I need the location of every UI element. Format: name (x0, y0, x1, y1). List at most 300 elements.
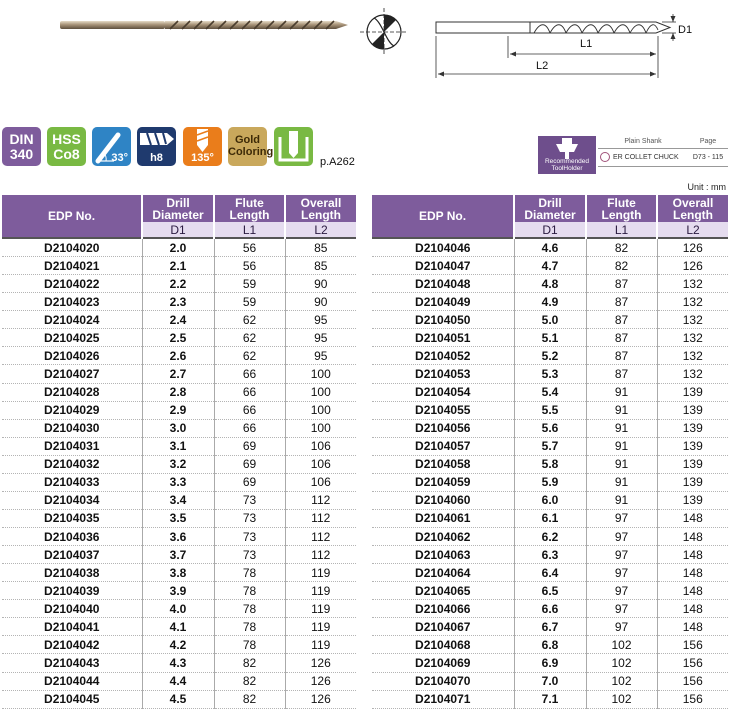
label-l2: L2 (536, 60, 549, 72)
edp-number-cell: D2104056 (372, 419, 514, 437)
table-row (372, 528, 728, 546)
flute-length-cell: 91 (586, 401, 657, 419)
header-edp: EDP No. (2, 195, 142, 238)
drill-diameter-cell: 6.4 (514, 564, 586, 582)
overall-length-cell: 148 (657, 509, 728, 527)
toolholder-col-shank: Plain Shank (598, 136, 688, 149)
edp-number-cell: D2104048 (372, 275, 514, 293)
overall-length-cell: 148 (657, 618, 728, 636)
header-flute-length (214, 195, 285, 222)
table-row (372, 419, 728, 437)
drill-diameter-cell: 2.9 (142, 401, 214, 419)
drill-diameter-cell: 3.1 (142, 437, 214, 455)
label-d1: D1 (678, 24, 693, 36)
flute-length-cell: 66 (214, 419, 285, 437)
edp-number-cell: D2104057 (372, 437, 514, 455)
drill-diameter-cell: 7.0 (514, 672, 586, 690)
table-row (372, 582, 728, 600)
drill-diameter-cell: 5.8 (514, 455, 586, 473)
header-l1: L1 (586, 222, 657, 238)
badge-gold-line2: Coloring (228, 146, 274, 158)
flute-length-cell: 91 (586, 437, 657, 455)
table-row (372, 564, 728, 582)
badge-point-angle-label: 135° (191, 152, 214, 164)
overall-length-cell: 106 (285, 455, 356, 473)
flute-length-cell: 66 (214, 383, 285, 401)
edp-number-cell: D2104064 (372, 564, 514, 582)
edp-number-cell: D2104069 (372, 654, 514, 672)
drill-diameter-cell: 2.7 (142, 365, 214, 383)
edp-number-cell: D2104023 (2, 293, 142, 311)
toolholder-shank-text: ER COLLET CHUCK (613, 154, 679, 161)
edp-number-cell: D2104032 (2, 455, 142, 473)
overall-length-cell: 119 (285, 618, 356, 636)
table-row (372, 636, 728, 654)
flute-length-cell: 102 (586, 636, 657, 654)
edp-number-cell: D2104025 (2, 329, 142, 347)
flute-length-cell: 97 (586, 528, 657, 546)
edp-number-cell: D2104031 (2, 437, 142, 455)
table-row (2, 600, 356, 618)
toolholder-divider (598, 166, 728, 167)
overall-length-cell: 112 (285, 509, 356, 527)
table-row (372, 275, 728, 293)
edp-number-cell: D2104043 (2, 654, 142, 672)
edp-number-cell: D2104068 (372, 636, 514, 654)
table-row (372, 329, 728, 347)
overall-length-cell: 126 (285, 654, 356, 672)
edp-number-cell: D2104052 (372, 347, 514, 365)
drill-diameter-cell: 4.2 (142, 636, 214, 654)
edp-number-cell: D2104066 (372, 600, 514, 618)
point-angle-badge (183, 127, 222, 166)
overall-length-cell: 106 (285, 473, 356, 491)
drill-diameter-cell: 3.4 (142, 491, 214, 509)
toolholder-icon-tile (538, 136, 596, 174)
overall-length-cell: 148 (657, 528, 728, 546)
flute-length-cell: 73 (214, 546, 285, 564)
helix-angle-badge (92, 127, 131, 166)
table-row (2, 491, 356, 509)
drill-diameter-cell: 4.5 (142, 690, 214, 708)
flute-length-cell: 82 (214, 672, 285, 690)
table-row (2, 473, 356, 491)
drill-diameter-cell: 6.6 (514, 600, 586, 618)
toolholder-label-line1: Recommended (544, 158, 590, 165)
drill-diameter-cell: 4.6 (514, 238, 586, 257)
overall-length-cell: 119 (285, 636, 356, 654)
table-row (2, 365, 356, 383)
edp-number-cell: D2104039 (2, 582, 142, 600)
flute-length-cell: 62 (214, 311, 285, 329)
edp-number-cell: D2104062 (372, 528, 514, 546)
edp-number-cell: D2104046 (372, 238, 514, 257)
header-dia-l1: Drill (166, 195, 190, 210)
drill-diameter-cell: 3.6 (142, 528, 214, 546)
overall-length-cell: 132 (657, 347, 728, 365)
overall-length-cell: 139 (657, 455, 728, 473)
overall-length-cell: 139 (657, 383, 728, 401)
drill-diameter-cell: 5.4 (514, 383, 586, 401)
edp-number-cell: D2104055 (372, 401, 514, 419)
flute-length-cell: 66 (214, 365, 285, 383)
collet-chuck-icon (600, 152, 610, 162)
drill-diameter-cell: 4.4 (142, 672, 214, 690)
drill-diameter-cell: 2.2 (142, 275, 214, 293)
overall-length-cell: 148 (657, 564, 728, 582)
table-row (2, 275, 356, 293)
spec-table-right (372, 195, 728, 709)
overall-length-cell: 126 (285, 690, 356, 708)
toolholder-icon (538, 136, 596, 160)
header-flute-l1: Flute (607, 195, 636, 210)
edp-number-cell: D2104060 (372, 491, 514, 509)
edp-number-cell: D2104044 (2, 672, 142, 690)
table-row (372, 654, 728, 672)
edp-number-cell: D2104059 (372, 473, 514, 491)
flute-length-cell: 56 (214, 257, 285, 275)
flute-length-cell: 66 (214, 401, 285, 419)
toolholder-page-value: D73 - 115 (692, 154, 724, 161)
flute-length-cell: 56 (214, 238, 285, 257)
badge-din-line2: 340 (9, 146, 34, 162)
table-row (2, 690, 356, 708)
table-row (2, 636, 356, 654)
edp-number-cell: D2104029 (2, 401, 142, 419)
table-row (372, 365, 728, 383)
edp-number-cell: D2104036 (2, 528, 142, 546)
recommended-toolholder-box (538, 136, 728, 174)
drill-diameter-cell: 4.0 (142, 600, 214, 618)
table-row (2, 528, 356, 546)
table-row (2, 401, 356, 419)
spec-table-left (2, 195, 356, 709)
edp-number-cell: D2104063 (372, 546, 514, 564)
header-drill-diameter (142, 195, 214, 222)
edp-number-cell: D2104021 (2, 257, 142, 275)
drill-dimension-diagram (430, 12, 728, 82)
edp-number-cell: D2104028 (2, 383, 142, 401)
header-overall-l2: Length (301, 207, 341, 222)
h8-tolerance-badge (137, 127, 176, 166)
drill-diameter-cell: 2.4 (142, 311, 214, 329)
spec-table-left-body (2, 238, 356, 708)
overall-length-cell: 106 (285, 437, 356, 455)
edp-number-cell: D2104022 (2, 275, 142, 293)
badge-h8-label: h8 (150, 152, 163, 164)
flute-length-cell: 69 (214, 455, 285, 473)
badge-helix-label: 33° (111, 152, 128, 164)
edp-number-cell: D2104037 (2, 546, 142, 564)
table-row (372, 690, 728, 708)
table-row (372, 383, 728, 401)
header-overall-l1: Overall (300, 195, 342, 210)
flute-length-cell: 91 (586, 419, 657, 437)
edp-number-cell: D2104042 (2, 636, 142, 654)
table-row (2, 257, 356, 275)
badge-hss-line2: Co8 (53, 146, 80, 162)
table-row (372, 347, 728, 365)
table-row (372, 546, 728, 564)
overall-length-cell: 139 (657, 419, 728, 437)
flute-length-cell: 87 (586, 275, 657, 293)
toolholder-col-page: Page (688, 136, 728, 149)
toolholder-label-line2: ToolHolder (551, 165, 583, 172)
table-row (372, 293, 728, 311)
edp-number-cell: D2104061 (372, 509, 514, 527)
shank-icon (274, 127, 313, 166)
edp-number-cell: D2104071 (372, 690, 514, 708)
table-row (372, 401, 728, 419)
overall-length-cell: 132 (657, 311, 728, 329)
badge-gold-line1: Gold (234, 134, 261, 146)
drill-diameter-cell: 2.1 (142, 257, 214, 275)
edp-number-cell: D2104020 (2, 238, 142, 257)
flute-length-cell: 82 (586, 257, 657, 275)
drill-diameter-cell: 2.6 (142, 347, 214, 365)
flute-length-cell: 78 (214, 618, 285, 636)
drill-diameter-cell: 3.3 (142, 473, 214, 491)
edp-number-cell: D2104045 (2, 690, 142, 708)
overall-length-cell: 139 (657, 491, 728, 509)
drill-diameter-cell: 3.8 (142, 564, 214, 582)
edp-number-cell: D2104070 (372, 672, 514, 690)
drill-diameter-cell: 5.2 (514, 347, 586, 365)
table-row (2, 311, 356, 329)
flute-length-cell: 87 (586, 311, 657, 329)
table-row (2, 419, 356, 437)
gold-coloring-badge (228, 127, 274, 166)
table-row (372, 509, 728, 527)
drill-diameter-cell: 5.3 (514, 365, 586, 383)
header-edp: EDP No. (372, 195, 514, 238)
drill-diameter-cell: 6.8 (514, 636, 586, 654)
overall-length-cell: 85 (285, 257, 356, 275)
edp-number-cell: D2104058 (372, 455, 514, 473)
table-row (372, 491, 728, 509)
overall-length-cell: 112 (285, 528, 356, 546)
drill-diameter-cell: 2.5 (142, 329, 214, 347)
din-340-badge (2, 127, 41, 166)
overall-length-cell: 90 (285, 275, 356, 293)
flute-length-cell: 62 (214, 347, 285, 365)
header-overall-length (285, 195, 356, 222)
flute-length-cell: 73 (214, 509, 285, 527)
drill-diameter-cell: 5.6 (514, 419, 586, 437)
table-row (2, 437, 356, 455)
overall-length-cell: 139 (657, 401, 728, 419)
flute-length-cell: 73 (214, 528, 285, 546)
header-dia-l1: Drill (538, 195, 562, 210)
overall-length-cell: 100 (285, 365, 356, 383)
drill-diameter-cell: 5.0 (514, 311, 586, 329)
edp-number-cell: D2104040 (2, 600, 142, 618)
label-l1: L1 (580, 38, 593, 50)
shank-type-badge (274, 127, 313, 166)
table-row (2, 238, 356, 257)
flute-length-cell: 102 (586, 672, 657, 690)
spec-table-right-body (372, 238, 728, 708)
edp-number-cell: D2104053 (372, 365, 514, 383)
table-row (372, 473, 728, 491)
edp-number-cell: D2104065 (372, 582, 514, 600)
overall-length-cell: 119 (285, 564, 356, 582)
flute-length-cell: 97 (586, 564, 657, 582)
table-row (2, 455, 356, 473)
flute-length-cell: 78 (214, 600, 285, 618)
edp-number-cell: D2104047 (372, 257, 514, 275)
overall-length-cell: 95 (285, 347, 356, 365)
overall-length-cell: 156 (657, 690, 728, 708)
flute-length-cell: 91 (586, 383, 657, 401)
edp-number-cell: D2104041 (2, 618, 142, 636)
drill-diameter-cell: 4.3 (142, 654, 214, 672)
overall-length-cell: 100 (285, 419, 356, 437)
table-row (2, 564, 356, 582)
edp-number-cell: D2104067 (372, 618, 514, 636)
header-dia-l2: Diameter (524, 207, 576, 222)
drill-diameter-cell: 7.1 (514, 690, 586, 708)
flute-length-cell: 73 (214, 491, 285, 509)
flute-length-cell: 69 (214, 473, 285, 491)
overall-length-cell: 132 (657, 329, 728, 347)
flute-length-cell: 78 (214, 582, 285, 600)
header-d1: D1 (142, 222, 214, 238)
drill-diameter-cell: 5.9 (514, 473, 586, 491)
drill-diameter-cell: 3.5 (142, 509, 214, 527)
overall-length-cell: 85 (285, 238, 356, 257)
table-row (372, 455, 728, 473)
overall-length-cell: 126 (657, 238, 728, 257)
overall-length-cell: 119 (285, 600, 356, 618)
drill-diameter-cell: 4.1 (142, 618, 214, 636)
flute-length-cell: 87 (586, 329, 657, 347)
flute-length-cell: 97 (586, 546, 657, 564)
flute-length-cell: 87 (586, 347, 657, 365)
table-row (2, 509, 356, 527)
drill-diameter-cell: 6.2 (514, 528, 586, 546)
drill-cross-section-diagram (356, 4, 412, 60)
header-flute-l2: Length (229, 207, 270, 222)
edp-number-cell: D2104027 (2, 365, 142, 383)
drill-diameter-cell: 3.0 (142, 419, 214, 437)
table-row (2, 618, 356, 636)
flute-length-cell: 97 (586, 509, 657, 527)
flute-length-cell: 82 (586, 238, 657, 257)
overall-length-cell: 95 (285, 311, 356, 329)
drill-diameter-cell: 5.5 (514, 401, 586, 419)
header-flute-l2: Length (601, 207, 642, 222)
overall-length-cell: 156 (657, 654, 728, 672)
table-row (372, 672, 728, 690)
overall-length-cell: 126 (285, 672, 356, 690)
flute-length-cell: 87 (586, 365, 657, 383)
drill-diameter-cell: 6.1 (514, 509, 586, 527)
flute-length-cell: 97 (586, 600, 657, 618)
overall-length-cell: 139 (657, 437, 728, 455)
drill-diameter-cell: 6.7 (514, 618, 586, 636)
overall-length-cell: 139 (657, 473, 728, 491)
edp-number-cell: D2104024 (2, 311, 142, 329)
table-row (372, 257, 728, 275)
drill-diameter-cell: 4.9 (514, 293, 586, 311)
overall-length-cell: 148 (657, 600, 728, 618)
flute-length-cell: 59 (214, 275, 285, 293)
flute-length-cell: 78 (214, 564, 285, 582)
table-row (372, 311, 728, 329)
flute-length-cell: 82 (214, 654, 285, 672)
overall-length-cell: 132 (657, 293, 728, 311)
table-row (2, 546, 356, 564)
table-row (2, 654, 356, 672)
badge-din-line1: DIN (9, 131, 34, 147)
header-overall-l1: Overall (672, 195, 714, 210)
unit-label: Unit : mm (687, 182, 726, 192)
flute-length-cell: 97 (586, 618, 657, 636)
table-row (2, 582, 356, 600)
header-flute-length (586, 195, 657, 222)
badge-hss-line1: HSS (52, 131, 81, 147)
header-overall-length (657, 195, 728, 222)
overall-length-cell: 112 (285, 491, 356, 509)
drill-diameter-cell: 3.2 (142, 455, 214, 473)
hss-co8-badge (47, 127, 86, 166)
flute-length-cell: 97 (586, 582, 657, 600)
table-row (2, 383, 356, 401)
page-reference: p.A262 (320, 156, 355, 168)
drill-diameter-cell: 5.1 (514, 329, 586, 347)
edp-number-cell: D2104034 (2, 491, 142, 509)
drill-diameter-cell: 2.3 (142, 293, 214, 311)
drill-diameter-cell: 3.9 (142, 582, 214, 600)
flute-length-cell: 69 (214, 437, 285, 455)
drill-diameter-cell: 6.3 (514, 546, 586, 564)
overall-length-cell: 119 (285, 582, 356, 600)
overall-length-cell: 95 (285, 329, 356, 347)
header-overall-l2: Length (673, 207, 713, 222)
edp-number-cell: D2104035 (2, 509, 142, 527)
table-row (2, 347, 356, 365)
overall-length-cell: 148 (657, 546, 728, 564)
flute-length-cell: 87 (586, 293, 657, 311)
flute-length-cell: 102 (586, 690, 657, 708)
edp-number-cell: D2104033 (2, 473, 142, 491)
drill-diameter-cell: 4.8 (514, 275, 586, 293)
flute-length-cell: 78 (214, 636, 285, 654)
drill-diameter-cell: 6.9 (514, 654, 586, 672)
edp-number-cell: D2104026 (2, 347, 142, 365)
table-row (372, 600, 728, 618)
overall-length-cell: 100 (285, 383, 356, 401)
overall-length-cell: 100 (285, 401, 356, 419)
table-row (372, 238, 728, 257)
table-row (372, 618, 728, 636)
overall-length-cell: 156 (657, 636, 728, 654)
drill-diameter-cell: 4.7 (514, 257, 586, 275)
flute-length-cell: 91 (586, 473, 657, 491)
header-dia-l2: Diameter (152, 207, 204, 222)
flute-length-cell: 91 (586, 455, 657, 473)
header-l2: L2 (285, 222, 356, 238)
drill-diameter-cell: 3.7 (142, 546, 214, 564)
drill-diameter-cell: 5.7 (514, 437, 586, 455)
overall-length-cell: 132 (657, 275, 728, 293)
drill-diameter-cell: 2.0 (142, 238, 214, 257)
drill-diameter-cell: 2.8 (142, 383, 214, 401)
edp-number-cell: D2104038 (2, 564, 142, 582)
drill-diameter-cell: 6.0 (514, 491, 586, 509)
overall-length-cell: 156 (657, 672, 728, 690)
